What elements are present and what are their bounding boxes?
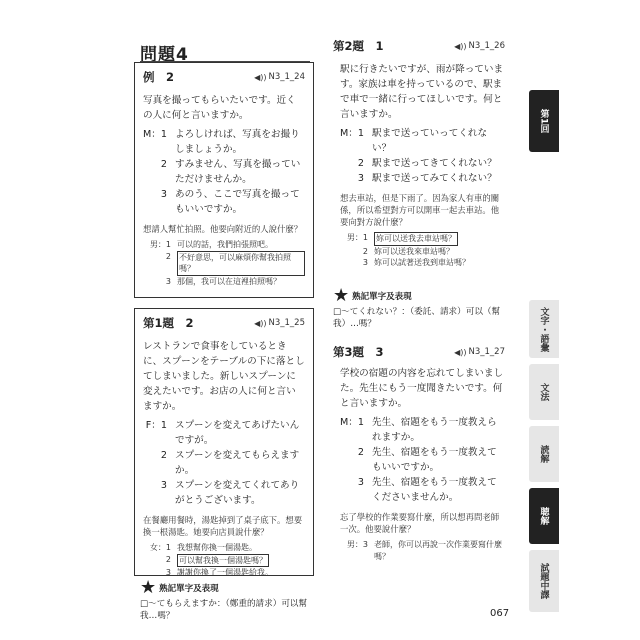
side-tab-translation[interactable]: 試題中譯 — [529, 550, 559, 612]
choice: 3 スプーンを変えてくれてありがとうございます。 — [160, 480, 300, 506]
choice: 2 先生、宿題をもう一度教えてもいいですか。 — [357, 447, 497, 473]
track-label: ◀)) N3_1_25 — [254, 318, 305, 328]
side-tab-vocabulary[interactable]: 文字・語彙 — [529, 300, 559, 358]
side-tab-round-1[interactable]: 第1回 — [529, 90, 559, 152]
page-number: 067 — [490, 608, 510, 619]
example-label: 例 2 — [143, 70, 175, 84]
choice: M：1 駅まで送っていってくれない？ — [340, 128, 488, 154]
choice: 3 駅まで送ってみてくれない？ — [357, 173, 497, 184]
track-label: ◀)) N3_1_27 — [454, 347, 505, 357]
star-icon: ★ — [333, 285, 350, 306]
choice: 2 すみません、写真を撮っていただけませんか。 — [160, 159, 301, 185]
example-header — [143, 69, 305, 85]
side-tab-reading[interactable]: 読解 — [529, 426, 559, 482]
side-tab-grammar[interactable]: 文法 — [529, 364, 559, 420]
answer-row: 2 妳可以送我來車站嗎？ — [362, 246, 454, 256]
question-1-box — [134, 308, 314, 576]
page-title: 問題4 — [140, 45, 189, 65]
choice: M：1 よろしければ、写真をお撮りしましょうか。 — [143, 129, 300, 155]
choices — [340, 126, 506, 186]
track-label: ◀)) N3_1_24 — [254, 72, 305, 82]
translation: 想去車站，但是下雨了。因為家人有車的關係，所以希望對方可以開車一起去車站。他要向對方說什麼？ — [340, 193, 500, 227]
speaker-icon: ◀)) — [254, 318, 267, 328]
question-text: 学校の宿題の内容を忘れてしまいました。先生にもう一度聞きたいです。何と言いますか。 — [340, 368, 504, 409]
question-2-label: 第2題 1 — [333, 39, 384, 53]
question-3-body — [340, 358, 506, 562]
answer-row: 2 不好意思，可以麻煩你幫我拍照嗎？ — [143, 251, 305, 276]
answers — [340, 539, 506, 562]
choice: 2 駅まで送ってきてくれない？ — [357, 158, 497, 169]
answer-row: 男：1 妳可以送我去車站嗎？ — [340, 232, 506, 246]
speaker-icon: ◀)) — [454, 347, 467, 357]
answers — [143, 239, 305, 287]
translation: 在餐廳用餐時，湯匙掉到了桌子底下。想要換一根湯匙。她要向店員說什麼？ — [143, 515, 303, 537]
choice: 3 あのう、ここで写真を撮ってもいいですか。 — [160, 189, 300, 215]
question-text: レストランで食事をしているときに、スプーンをテーブルの下に落としてしまいました。新しいスプーンに変えたいです。お店の人に何と言いますか。 — [143, 341, 305, 412]
speaker-icon: ◀)) — [454, 41, 467, 51]
answer-row: 2 可以幫我換一個湯匙嗎？ — [143, 554, 305, 568]
question-1-header — [143, 315, 305, 331]
answers — [143, 542, 305, 579]
question-2-body — [340, 54, 506, 269]
speaker-icon: ◀)) — [254, 72, 267, 82]
vocab-heading: ★ 熟記單字及表現 — [140, 577, 219, 598]
question-2-header — [333, 38, 505, 54]
vocab-heading: ★ 熟記單字及表現 — [333, 285, 412, 306]
answer-row: 女：1 我想幫你換一個湯匙。 — [149, 543, 257, 552]
question-1-label: 第1題 2 — [143, 316, 194, 330]
translation: 想請人幫忙拍照。他要向附近的人說什麼？ — [143, 224, 303, 234]
answer-row: 3 妳可以試著送我到車站嗎？ — [362, 258, 470, 267]
star-icon: ★ — [140, 577, 157, 598]
translation: 忘了學校的作業要寫什麼，所以想再問老師一次。他要說什麼？ — [340, 512, 500, 534]
choices — [340, 415, 506, 505]
choice: F：1 スプーンを変えてあげたいんですが。 — [145, 420, 300, 446]
vocab-entry: □〜てくれない？：（委託、請求）可以（幫我）…嗎？ — [333, 307, 501, 329]
vocab-entry: □〜てもらえますか：（鄭重的請求）可以幫我…嗎？ — [140, 599, 308, 621]
choice: M：1 先生、宿題をもう一度教えられますか。 — [340, 417, 497, 443]
track-label: ◀)) N3_1_26 — [454, 41, 505, 51]
choices — [143, 418, 305, 508]
question-text: 写真を撮ってもらいたいです。近くの人に何と言いますか。 — [143, 95, 296, 121]
answer-row: 男：3 老師，你可以再說一次作業要寫什麼嗎？ — [346, 540, 502, 561]
answer-row: 3 謝謝你換了一個湯匙給我。 — [165, 568, 273, 577]
side-tab-listening[interactable]: 聴解 — [529, 488, 559, 544]
question-3-label: 第3題 3 — [333, 345, 384, 359]
choices — [143, 127, 305, 217]
question-text: 駅に行きたいですが、雨が降っています。家族は車を持っているので、駅まで車で一緒に行ってほしいです。何と言いますか。 — [340, 64, 504, 120]
choice: 2 スプーンを変えてもらえますか。 — [160, 450, 300, 476]
answer-row: 3 那個，我可以在這裡拍照嗎？ — [165, 276, 281, 286]
answers — [340, 232, 506, 269]
example-box — [134, 62, 314, 298]
answer-row: 男：1 可以的話，我們拍張照吧。 — [149, 240, 273, 249]
choice: 3 先生、宿題をもう一度教えてくださいませんか。 — [357, 477, 497, 503]
